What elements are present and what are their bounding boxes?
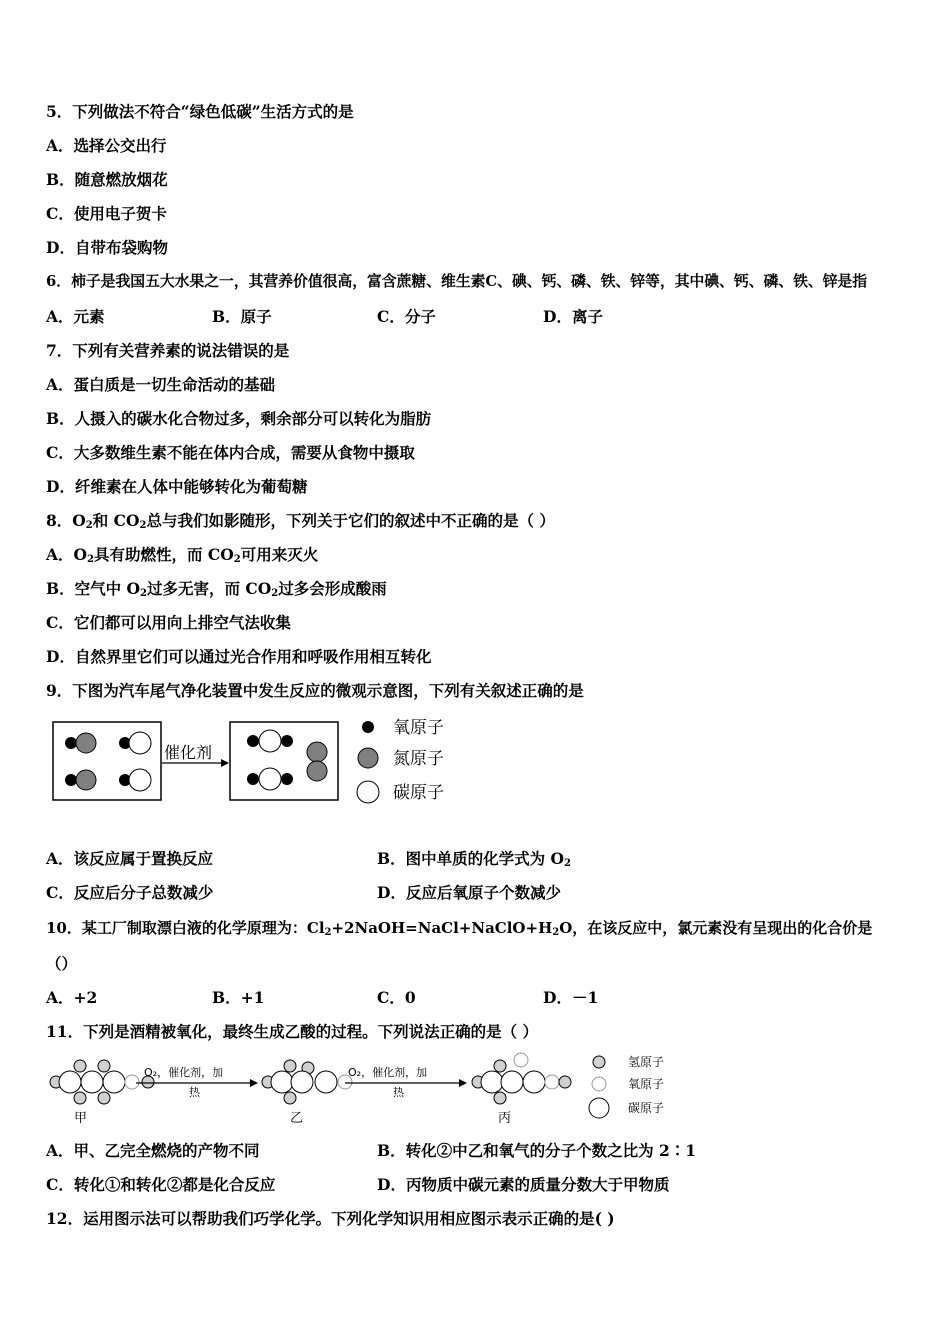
q10-answer-paren: （） xyxy=(46,954,78,973)
q8-option-c: C．它们都可以用向上排空气法收集 xyxy=(46,613,291,632)
q11-option-d: D．丙物质中碳元素的质量分数大于甲物质 xyxy=(377,1175,670,1194)
q11-oxidation-diagram xyxy=(40,1050,690,1132)
legend-oxygen-label-q11: 氧原子 xyxy=(628,1077,665,1091)
reaction-arrowhead xyxy=(221,759,229,767)
legend-nitrogen-label: 氮原子 xyxy=(393,749,444,769)
q6-stem: 6．柿子是我国五大水果之一，其营养价值很高，富含蔗糖、维生素C、碘、钙、磷、铁、锌等，其中碘、钙、磷、铁、锌是指 xyxy=(46,273,868,290)
q9-option-c: C．反应后分子总数减少 xyxy=(46,883,214,902)
legend-carbon-label-q11: 碳原子 xyxy=(628,1101,665,1115)
q9-option-a: A．该反应属于置换反应 xyxy=(46,849,214,868)
label-jia: 甲 xyxy=(74,1111,88,1126)
q11-option-c: C．转化①和转化②都是化合反应 xyxy=(46,1175,276,1194)
q10-option-c: C．0 xyxy=(377,988,416,1007)
q10-stem: 10．某工厂制取漂白液的化学原理为：$Cl_2+2NaOH=NaCl+NaClO+H_2O$，在该反应中，氯元素没有呈现出的化合价是 xyxy=(46,919,873,938)
q8-option-b: B．空气中 $O_2$过多无害，而 $CO_2$过多会形成酸雨 xyxy=(46,579,387,599)
q6-option-a: A．元素 xyxy=(46,307,105,326)
product-co2-molecule xyxy=(247,730,293,752)
molecule-jia xyxy=(50,1060,154,1104)
arrowhead-2 xyxy=(459,1079,467,1087)
legend-hydrogen-marker xyxy=(593,1056,605,1068)
arrow-2-label: O₂，催化剂，加 xyxy=(348,1066,428,1079)
reactant-co-molecule-2 xyxy=(119,769,151,791)
q9-reaction-diagram xyxy=(46,712,466,812)
q5-option-c: C．使用电子贺卡 xyxy=(46,204,167,223)
legend-carbon-marker xyxy=(357,781,379,803)
q5-option-b: B．随意燃放烟花 xyxy=(46,170,168,189)
q10-option-a: A．+2 xyxy=(46,988,98,1007)
q5-option-d: D．自带布袋购物 xyxy=(46,238,168,257)
q7-option-b: B．人摄入的碳水化合物过多，剩余部分可以转化为脂肪 xyxy=(46,409,432,428)
q7-option-c: C．大多数维生素不能在体内合成，需要从食物中摄取 xyxy=(46,443,415,462)
q12-stem: 12．运用图示法可以帮助我们巧学化学。下列化学知识用相应图示表示正确的是( ) xyxy=(46,1209,615,1228)
legend-oxygen-marker xyxy=(362,721,374,733)
legend-carbon-marker-q11 xyxy=(589,1098,609,1118)
q6-option-d: D．离子 xyxy=(543,307,603,326)
product-co2-molecule-2 xyxy=(247,768,293,790)
q10-option-b: B．+1 xyxy=(212,988,265,1007)
legend-oxygen-label: 氧原子 xyxy=(393,718,444,738)
q9-option-b: B．图中单质的化学式为 $O_2$ xyxy=(377,849,571,869)
catalyst-label: 催化剂 xyxy=(164,743,213,762)
q5-stem: 5．下列做法不符合“绿色低碳”生活方式的是 xyxy=(46,102,354,121)
arrow-1-label-line2: 热 xyxy=(189,1086,200,1099)
q11-option-b: B．转化②中乙和氧气的分子个数之比为 2∶1 xyxy=(377,1141,697,1160)
q9-option-d: D．反应后氧原子个数减少 xyxy=(377,883,561,902)
reactant-co-molecule xyxy=(119,732,151,754)
q11-stem: 11．下列是酒精被氧化，最终生成乙酸的过程。下列说法正确的是（ ） xyxy=(46,1022,538,1041)
arrow-1-label: O₂，催化剂，加 xyxy=(144,1066,224,1079)
q7-stem: 7．下列有关营养素的说法错误的是 xyxy=(46,341,290,360)
q10-option-d: D．－1 xyxy=(543,988,599,1007)
q8-option-d: D．自然界里它们可以通过光合作用和呼吸作用相互转化 xyxy=(46,647,432,666)
molecule-yi xyxy=(262,1060,352,1104)
q5-option-a: A．选择公交出行 xyxy=(46,136,167,155)
q6-option-b: B．原子 xyxy=(212,307,272,326)
arrowhead-1 xyxy=(250,1079,258,1087)
q7-option-d: D．纤维素在人体中能够转化为葡萄糖 xyxy=(46,477,308,496)
product-n2-molecule xyxy=(307,742,327,781)
label-yi: 乙 xyxy=(290,1111,304,1126)
q8-option-a: A．$O_2$具有助燃性，而 $CO_2$可用来灭火 xyxy=(46,545,319,565)
q11-option-a: A．甲、乙完全燃烧的产物不同 xyxy=(46,1141,260,1160)
legend-hydrogen-label: 氢原子 xyxy=(628,1055,665,1069)
q7-option-a: A．蛋白质是一切生命活动的基础 xyxy=(46,375,276,394)
reactant-no-molecule-2 xyxy=(65,770,96,790)
q9-stem: 9．下图为汽车尾气净化装置中发生反应的微观示意图，下列有关叙述正确的是 xyxy=(46,681,584,700)
legend-carbon-label: 碳原子 xyxy=(393,783,444,803)
reactant-no-molecule xyxy=(65,733,96,753)
label-bing: 丙 xyxy=(498,1111,512,1126)
molecule-bing xyxy=(472,1053,571,1104)
q6-option-c: C．分子 xyxy=(377,307,436,326)
arrow-2-label-line2: 热 xyxy=(393,1086,404,1099)
legend-nitrogen-marker xyxy=(358,748,378,768)
q8-stem: 8．$O_2$和 $CO_2$总与我们如影随形，下列关于它们的叙述中不正确的是（ ） xyxy=(46,511,555,531)
legend-oxygen-marker-q11 xyxy=(592,1077,606,1091)
